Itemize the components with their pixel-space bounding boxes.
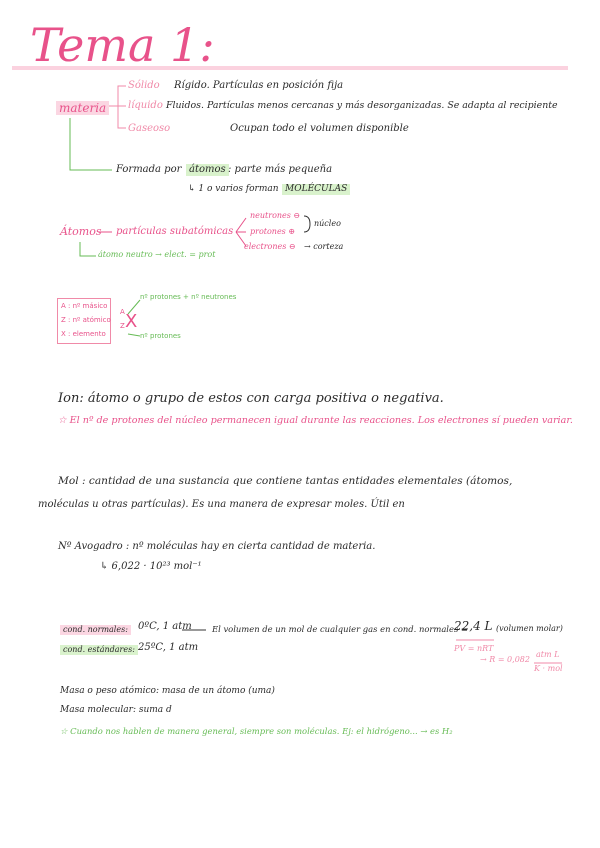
atomos-label: Átomos <box>60 225 102 238</box>
r-numerator: atm L <box>536 650 560 659</box>
protones-label: protones ⊕ <box>250 227 296 236</box>
notacion-symbol-z: Z <box>120 322 125 330</box>
pv-formula: PV = nRT <box>454 644 494 653</box>
avogadro-value: ↳ 6,022 · 10²³ mol⁻¹ <box>100 561 202 572</box>
gaseoso-description: Ocupan todo el volumen disponible <box>230 123 409 134</box>
cond-normales-value: 0ºC, 1 atm <box>138 621 192 632</box>
cond-normales-description: El volumen de un mol de cualquier gas en cond. normales = <box>212 624 468 634</box>
liquido-label: líquido <box>128 100 163 111</box>
nucleo-brace <box>304 216 310 232</box>
atomo-neutro-note: átomo neutro → elect. = prot <box>98 250 216 259</box>
ion-note: ☆ El nº de protones del núcleo permanecen igual durante las reacciones. Los electrones sí pueden variar. <box>58 415 573 426</box>
formada-atomos: átomos <box>186 164 229 176</box>
moleculas-prefix: ↳ 1 o varios forman <box>188 184 279 194</box>
page-title: Tema 1: <box>30 18 215 72</box>
materia-formada-connector <box>70 118 112 170</box>
masa-molecular: Masa molecular: suma d <box>60 705 172 715</box>
notacion-x: X : elemento <box>61 330 106 338</box>
notacion-bottom: nº protones <box>140 332 181 340</box>
notacion-a: A : nº másico <box>61 302 108 310</box>
formada-prefix: Formada por <box>116 164 182 175</box>
moleculas-nota: ☆ Cuando nos hablen de manera general, siempre son moléculas. Ej: el hidrógeno... → es H₂ <box>60 726 453 736</box>
avogadro-definition: Nº Avogadro : nº moléculas hay en cierta cantidad de materia. <box>58 541 376 552</box>
nucleo-label: núcleo <box>314 219 341 228</box>
r-denominator: K · mol <box>534 664 563 673</box>
materia-label: materia <box>56 101 109 115</box>
cond-normales-label: cond. normales: <box>60 625 131 635</box>
neutrones-label: neutrones ⊖ <box>250 211 301 220</box>
cond-estandares-value: 25ºC, 1 atm <box>138 642 199 653</box>
mol-definition-line2: moléculas u otras partículas). Es una manera de expresar moles. Útil en <box>38 499 405 510</box>
volumen-value: 22,4 L <box>454 619 493 633</box>
volumen-molar-label: (volumen molar) <box>496 624 563 633</box>
r-constant: → R = 0,082 <box>480 655 530 664</box>
notacion-line-bottom <box>128 334 140 336</box>
formada-suffix: : parte más pequeña <box>228 164 333 175</box>
cond-estandares-label: cond. estándares: <box>60 645 138 655</box>
notacion-top: nº protones + nº neutrones <box>140 293 237 301</box>
neutro-connector <box>80 242 96 256</box>
particulas-subatomicas: partículas subatómicas <box>116 226 234 237</box>
moleculas-word: MOLÉCULAS <box>282 184 350 195</box>
notacion-z: Z : nº atómico <box>61 316 111 324</box>
electrones-label: electrones ⊖ <box>244 242 296 251</box>
liquido-description: Fluidos. Partículas menos cercanas y más desorganizadas. Se adapta al recipiente <box>166 100 558 111</box>
mol-definition-line1: Mol : cantidad de una sustancia que contiene tantas entidades elementales (átomos, <box>58 475 513 487</box>
materia-branch-gaseoso <box>118 106 126 128</box>
notacion-symbol-x: X <box>125 311 138 332</box>
notacion-symbol-a: A <box>120 308 125 316</box>
masa-atomica: Masa o peso atómico: masa de un átomo (uma) <box>60 686 275 696</box>
solido-description: Rígido. Partículas en posición fija <box>174 80 344 91</box>
corteza-label: → corteza <box>304 242 344 251</box>
solido-label: Sólido <box>128 80 160 91</box>
ion-definition: Ion: átomo o grupo de estos con carga positiva o negativa. <box>58 391 444 406</box>
gaseoso-label: Gaseoso <box>128 123 171 134</box>
